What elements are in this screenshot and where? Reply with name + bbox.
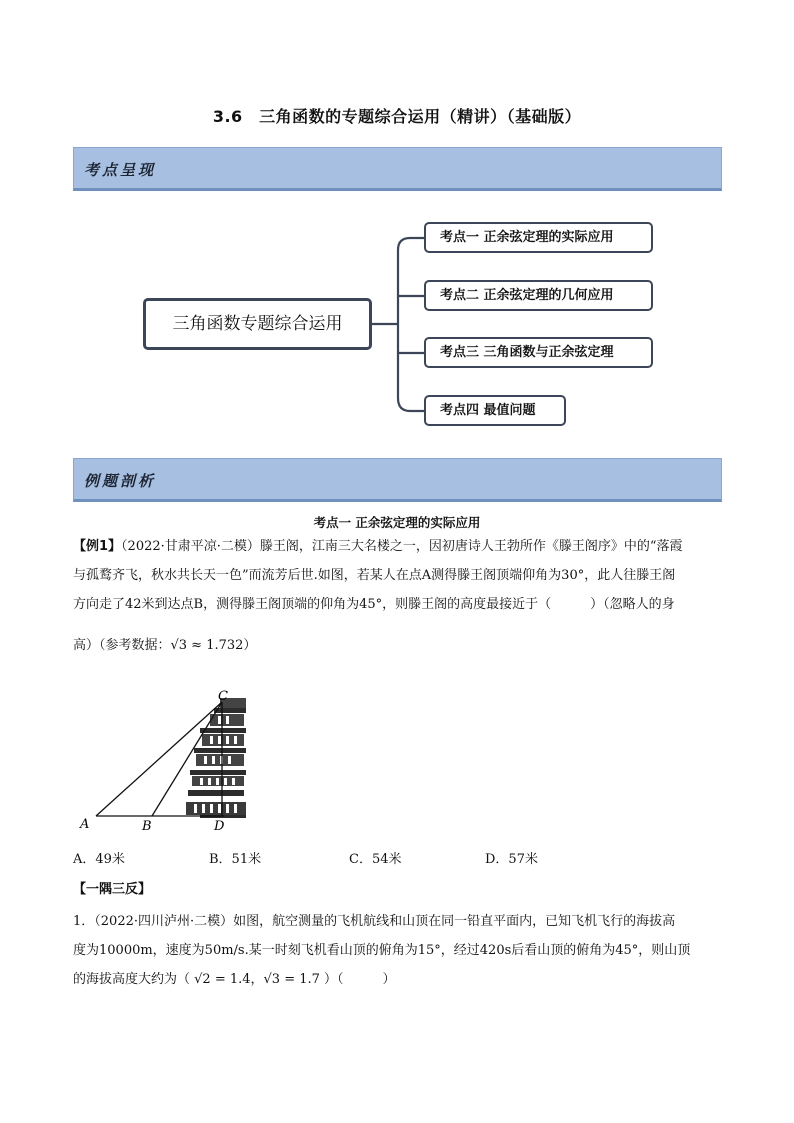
building-illustration xyxy=(186,698,246,818)
figure-label-c: C xyxy=(218,690,228,704)
option-d[interactable]: D．57米 xyxy=(485,852,538,867)
section-banner-examples xyxy=(73,458,722,502)
mindmap-node-1: 考点一 正余弦定理的实际应用 xyxy=(424,222,653,253)
practice-heading: 【一隅三反】 xyxy=(73,882,152,897)
mindmap-connectors xyxy=(0,0,794,460)
example-line-3: 方向走了42米到达点B，测得滕王阁顶端的仰角为45°，则滕王阁的高度最接近于（ ）（忽略人的身 xyxy=(73,597,675,612)
section-title: 考点一 正余弦定理的实际应用 xyxy=(313,515,481,530)
example-line-4: 高）（参考数据：√3 ≈ 1.732） xyxy=(73,638,257,653)
practice-problem-1 xyxy=(73,907,725,994)
example-1-text xyxy=(73,532,725,660)
mindmap-center-node: 三角函数专题综合运用 xyxy=(143,298,372,350)
mindmap-node-3: 考点三 三角函数与正余弦定理 xyxy=(424,337,653,368)
figure-label-d: D xyxy=(214,819,225,834)
mindmap-node-4: 考点四 最值问题 xyxy=(424,395,566,426)
mindmap-node-2: 考点二 正余弦定理的几何应用 xyxy=(424,280,653,311)
option-b[interactable]: B．51米 xyxy=(209,852,262,867)
figure-label-b: B xyxy=(142,819,152,834)
page-title: 3.6 三角函数的专题综合运用（精讲）（基础版） xyxy=(212,107,582,126)
example-figure xyxy=(76,690,256,835)
figure-label-a: A xyxy=(80,817,90,832)
practice-line-2: 度为10000m，速度为50m/s.某一时刻飞机看山顶的俯角为15°，经过420s后看山顶的俯角为45°，则山顶 xyxy=(73,943,691,958)
practice-line-3: 的海拔高度大约为（ √2 = 1.4，√3 = 1.7 ）（ ） xyxy=(73,972,396,987)
banner-label: 考点呈现 xyxy=(84,161,157,179)
banner-label: 例题剖析 xyxy=(84,472,157,490)
example-tag: 【例1】 xyxy=(73,539,122,554)
option-c[interactable]: C．54米 xyxy=(349,852,402,867)
practice-line-1: 1．（2022·四川泸州·二模）如图，航空测量的飞机航线和山顶在同一铅直平面内，已知飞机飞行的海拔高 xyxy=(73,914,676,929)
example-line-1: （2022·甘肃平凉·二模）滕王阁，江南三大名楼之一，因初唐诗人王勃所作《滕王阁序》中的“落霞 xyxy=(121,539,683,554)
option-a[interactable]: A．49米 xyxy=(73,852,125,867)
example-line-2: 与孤鹜齐飞，秋水共长天一色”而流芳后世.如图，若某人在点A测得滕王阁顶端仰角为30°，此人往滕王阁 xyxy=(73,568,676,583)
